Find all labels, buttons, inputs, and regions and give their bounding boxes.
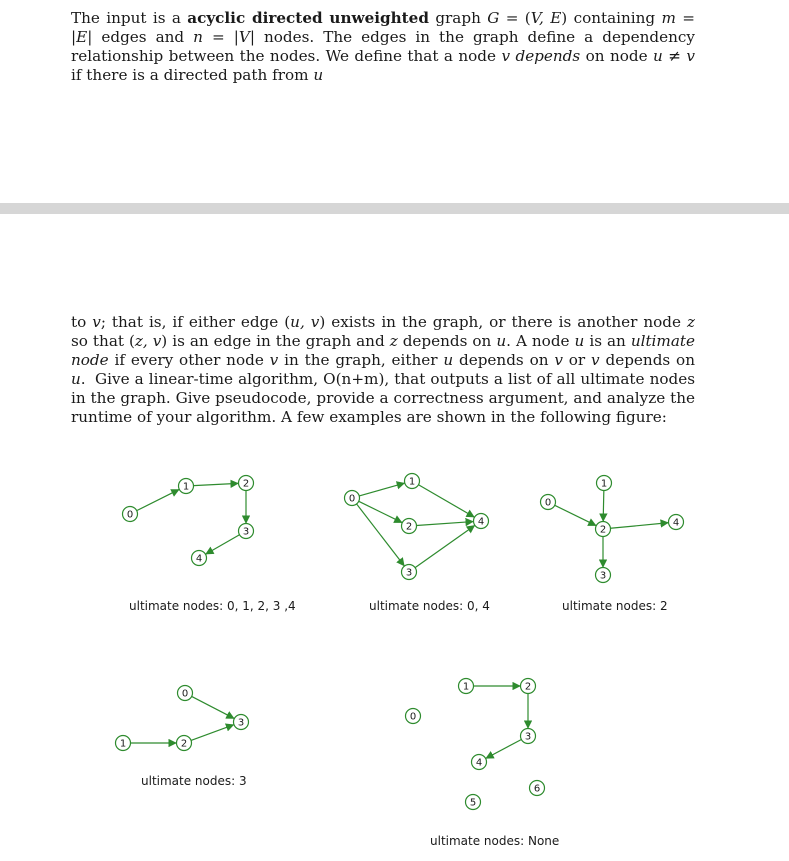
- caption-example-1: ultimate nodes: 0, 1, 2, 3 ,4: [129, 599, 296, 613]
- text-run: G: [487, 9, 500, 27]
- node-label: 3: [242, 526, 250, 538]
- text-run: ) is an edge in the graph and: [161, 332, 390, 350]
- graph-node-0: [406, 709, 421, 724]
- text-run: m: [661, 9, 676, 27]
- example-graph-4: [116, 686, 249, 751]
- edge-2-4: [416, 522, 473, 526]
- text-run: . A node: [506, 332, 575, 350]
- text-run: u: [653, 47, 663, 65]
- node-label: 2: [524, 681, 532, 693]
- text-run: V: [238, 28, 250, 46]
- node-label: 1: [182, 481, 190, 493]
- edge-0-3: [192, 696, 234, 718]
- caption-example-5: ultimate nodes: None: [430, 834, 560, 848]
- edge-0-1: [137, 490, 179, 511]
- node-label: 4: [672, 517, 680, 529]
- graph-node-2: [402, 519, 417, 534]
- graph-node-2: [177, 736, 192, 751]
- text-run: u, v: [290, 313, 320, 331]
- text-run: z, v: [134, 332, 162, 350]
- text-run: u: [443, 351, 454, 369]
- text-run: .: [80, 370, 86, 388]
- text-run: = (: [499, 9, 531, 27]
- text-run: = |: [202, 28, 239, 46]
- graph-node-3: [402, 565, 417, 580]
- node-label: 0: [348, 493, 356, 505]
- text-run: ) containing: [561, 9, 662, 27]
- node-label: 4: [475, 757, 483, 769]
- node-label: 2: [405, 521, 413, 533]
- graph-node-2: [239, 476, 254, 491]
- graph-node-1: [405, 474, 420, 489]
- node-label: 5: [469, 797, 477, 809]
- text-run: ; that is, if either edge (: [100, 313, 291, 331]
- graph-node-4: [474, 514, 489, 529]
- graph-node-2: [596, 522, 611, 537]
- caption-example-2: ultimate nodes: 0, 4: [369, 599, 490, 613]
- graph-node-0: [541, 495, 556, 510]
- text-run: u: [71, 370, 81, 388]
- text-run: E: [76, 28, 88, 46]
- text-run: if there is a directed path from: [71, 66, 314, 84]
- text-run: v: [269, 351, 279, 369]
- text-run: u: [313, 66, 324, 84]
- node-label: 3: [405, 567, 413, 579]
- graph-node-0: [178, 686, 193, 701]
- graph-node-1: [179, 479, 194, 494]
- text-run: z: [389, 332, 398, 350]
- text-run: depends on: [397, 332, 497, 350]
- text-run: if every other node: [108, 351, 270, 369]
- edge-3-4: [486, 740, 521, 759]
- node-label: 4: [195, 553, 203, 565]
- text-run: n: [193, 28, 203, 46]
- node-label: 3: [599, 570, 607, 582]
- text-run: is an: [584, 332, 631, 350]
- node-label: 0: [544, 497, 552, 509]
- text-run: on node: [580, 47, 654, 65]
- edge-1-2: [193, 483, 238, 485]
- example-graph-3: [541, 476, 684, 583]
- text-run: V, E: [530, 9, 562, 27]
- text-run: = |: [71, 9, 695, 46]
- text-run: The input is a: [71, 9, 188, 27]
- text-run: so that (: [71, 332, 135, 350]
- text-run: v: [92, 313, 101, 331]
- graph-node-3: [596, 568, 611, 583]
- node-label: 0: [181, 688, 189, 700]
- node-label: 2: [180, 738, 188, 750]
- node-label: 1: [462, 681, 470, 693]
- node-label: 1: [600, 478, 608, 490]
- graph-node-1: [597, 476, 612, 491]
- text-run: ) exists in the graph, or there is another node: [319, 313, 687, 331]
- edge-0-3: [357, 504, 405, 566]
- node-label: 2: [599, 524, 607, 536]
- node-label: 0: [126, 509, 134, 521]
- text-run: Give a linear-time algorithm, O(n+m), that outputs a list of all ultimate nodes in the graph. Give pseudocode, provide a correctness argument, and analyze the runtime of your algorithm. A few examples are shown in the following figure:: [71, 370, 695, 426]
- edge-0-2: [359, 501, 402, 522]
- text-run: in the graph, either: [278, 351, 444, 369]
- node-label: 1: [119, 738, 127, 750]
- text-run: ultimate node: [71, 332, 695, 369]
- node-label: 0: [409, 711, 417, 723]
- graph-node-5: [466, 795, 481, 810]
- text-run: | edges and: [87, 28, 194, 46]
- graph-node-1: [116, 736, 131, 751]
- node-label: 2: [242, 478, 250, 490]
- graph-node-4: [472, 755, 487, 770]
- example-graph-5: [406, 679, 545, 810]
- edge-1-4: [418, 485, 474, 517]
- graph-node-3: [521, 729, 536, 744]
- edge-3-4: [206, 535, 240, 554]
- node-label: 3: [237, 717, 245, 729]
- node-label: 4: [477, 516, 485, 528]
- text-run: u: [496, 332, 507, 350]
- text-run: z: [686, 313, 695, 331]
- graph-node-0: [345, 491, 360, 506]
- graph-node-4: [192, 551, 207, 566]
- text-run: v: [501, 47, 511, 65]
- graph-node-0: [123, 507, 138, 522]
- edge-0-2: [555, 505, 596, 525]
- graph-node-3: [234, 715, 249, 730]
- text-run: v: [686, 47, 695, 65]
- example-graph-2: [345, 474, 489, 580]
- graph-node-2: [521, 679, 536, 694]
- graph-node-3: [239, 524, 254, 539]
- text-run: depends on: [599, 351, 695, 369]
- text-run: ≠: [662, 47, 687, 65]
- example-graph-1: [123, 476, 254, 566]
- edge-3-4: [415, 526, 474, 568]
- graph-node-1: [459, 679, 474, 694]
- graph-node-4: [669, 515, 684, 530]
- text-run: acyclic directed unweighted: [187, 9, 429, 27]
- node-label: 3: [524, 731, 532, 743]
- node-label: 1: [408, 476, 416, 488]
- edge-2-3: [191, 725, 233, 741]
- node-label: 6: [533, 783, 541, 795]
- text-run: v: [554, 351, 563, 369]
- caption-example-4: ultimate nodes: 3: [141, 774, 247, 788]
- graph-node-6: [530, 781, 545, 796]
- text-run: depends on: [453, 351, 555, 369]
- text-run: or: [562, 351, 592, 369]
- caption-example-3: ultimate nodes: 2: [562, 599, 668, 613]
- edge-2-4: [610, 523, 668, 529]
- text-run: v: [591, 351, 600, 369]
- text-run: to: [71, 313, 93, 331]
- text-run: u: [574, 332, 585, 350]
- text-run: depends: [515, 47, 581, 65]
- text-run: | nodes. The edges in the graph define a dependency relationship between the nodes. We define that a node: [71, 28, 695, 65]
- edge-1-2: [603, 490, 604, 521]
- text-run: graph: [428, 9, 488, 27]
- edge-0-1: [359, 483, 404, 496]
